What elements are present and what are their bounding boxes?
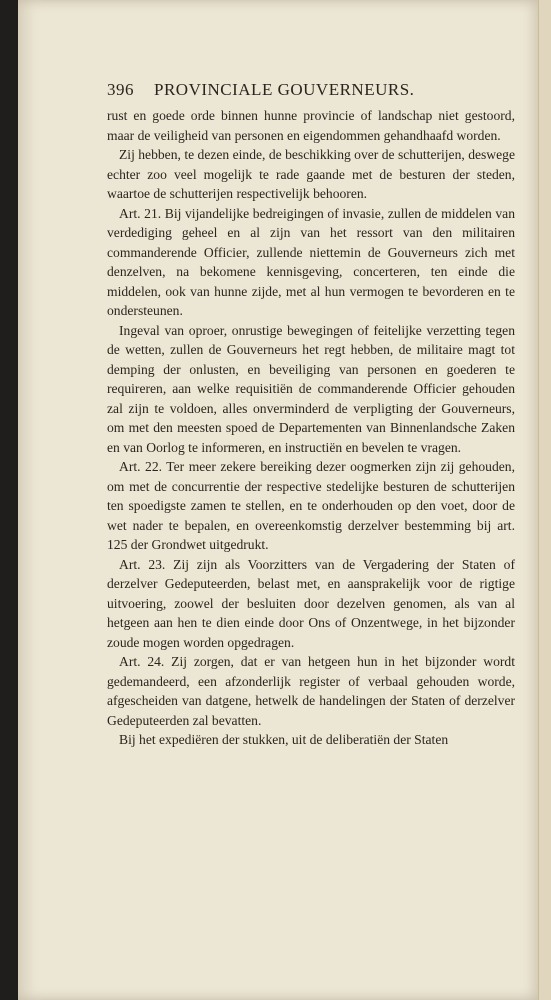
paragraph: Zij hebben, te dezen einde, de beschikking over de schutterijen, deswege echter zoo veel mogelijk te rade gaande met de besturen der steden, waartoe de schutterijen respectivelijk behooren. bbox=[107, 147, 515, 201]
paragraph: rust en goede orde binnen hunne provincie of landschap niet gestoord, maar de veiligheid van personen en eigendommen gehandhaafd worden. bbox=[107, 108, 515, 143]
paragraph: Bij het expediëren der stukken, uit de deliberatiën der Staten bbox=[119, 732, 449, 747]
page-number: 396 bbox=[107, 80, 134, 99]
body-text bbox=[107, 106, 515, 750]
paragraph-article-23: Art. 23. Zij zijn als Voorzitters van de Vergadering der Staten of derzelver Gedeputeerden, belast met, en aansprakelijk voor de rigtige uitvoering, zoowel der besluiten door dezelven genomen, als van al hetgeen aan hen te dien einde door Ons of Onzentwege, in het bijzonder zoude mogen worden opgedragen. bbox=[107, 556, 515, 650]
running-header bbox=[107, 80, 425, 102]
page-edge bbox=[538, 0, 551, 1000]
running-title: PROVINCIALE GOUVERNEURS. bbox=[154, 80, 415, 99]
paragraph: Ingeval van oproer, onrustige bewegingen of feitelijke verzetting tegen de wetten, zullen de Gouverneurs het regt hebben, de militaire magt tot demping der onlusten, en beveiliging van personen en goederen te requireren, aan welke requisitiën de commanderende Officier gehouden zal zijn te voldoen, alles onverminderd de verpligting der Gouverneurs, om met den meesten spoed de Departementen van Binnenlandsche Zaken en van Oorlog te informeren, en instructiën en bevelen te vragen. bbox=[107, 322, 515, 455]
paragraph-article-22: Art. 22. Ter meer zekere bereiking dezer oogmerken zijn zij gehouden, om met de concurrentie der respective stedelijke besturen de schutterijen ten spoedigste zamen te stellen, en te onderhouden op den voet, door de wet nader te bepalen, en overeenkomstig derzelver bestemming bij art. 125 der Grondwet uitgedrukt. bbox=[107, 459, 515, 552]
paragraph-article-24: Art. 24. Zij zorgen, dat er van hetgeen hun in het bijzonder wordt gedemandeerd, een afzonderlijk register of verbaal gehouden worde, afgescheiden van datgene, hetwelk de handelingen der Staten of derzelver Gedeputeerden zal bevatten. bbox=[107, 654, 515, 728]
paragraph-article-21: Art. 21. Bij vijandelijke bedreigingen of invasie, zullen de middelen van verdediging geheel en al zijn van het ressort van den militairen commanderende Officier, zullende niettemin de Gouverneurs zich met denzelven, na bekomene kennisgeving, concerteren, ten einde die middelen, ook van hunne zijde, met al hun vermogen te bevorderen en te ondersteunen. bbox=[107, 205, 515, 318]
